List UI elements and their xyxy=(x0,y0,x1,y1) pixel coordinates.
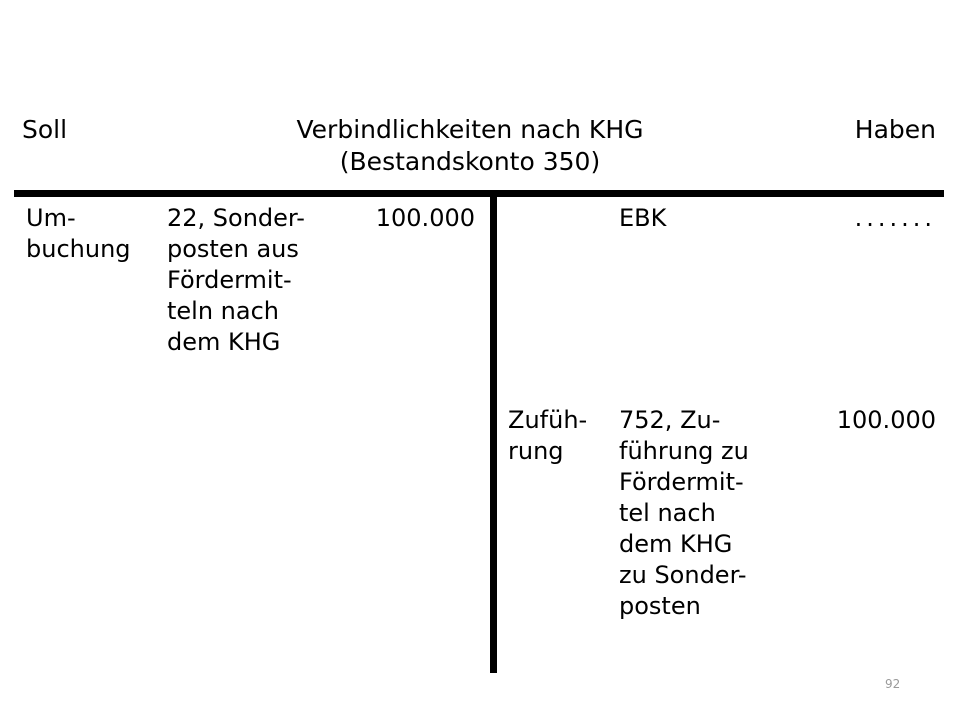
debit-entry-amount: 100.000 xyxy=(375,204,475,232)
debit-entry-category: Um- buchung xyxy=(26,204,131,263)
debit-entry-text: 22, Sonder- posten aus Fördermit- teln nach dem KHG xyxy=(167,204,305,356)
t-account-vertical-line xyxy=(490,193,497,673)
credit-entry-amount: ....... xyxy=(854,204,936,232)
t-account-horizontal-line xyxy=(14,190,944,197)
credit-entry-text: 752, Zu- führung zu Fördermit- tel nach dem KHG zu Sonder- posten xyxy=(619,406,749,620)
credit-entry-category: Zufüh- rung xyxy=(508,406,588,465)
haben-header: Haben xyxy=(854,115,936,144)
account-title: Verbindlichkeiten nach KHG (Bestandskonto 350) xyxy=(296,115,644,176)
credit-entry-amount: 100.000 xyxy=(836,406,936,434)
credit-entry-text: EBK xyxy=(619,204,667,232)
soll-header: Soll xyxy=(22,115,68,144)
page-number: 92 xyxy=(885,677,901,691)
